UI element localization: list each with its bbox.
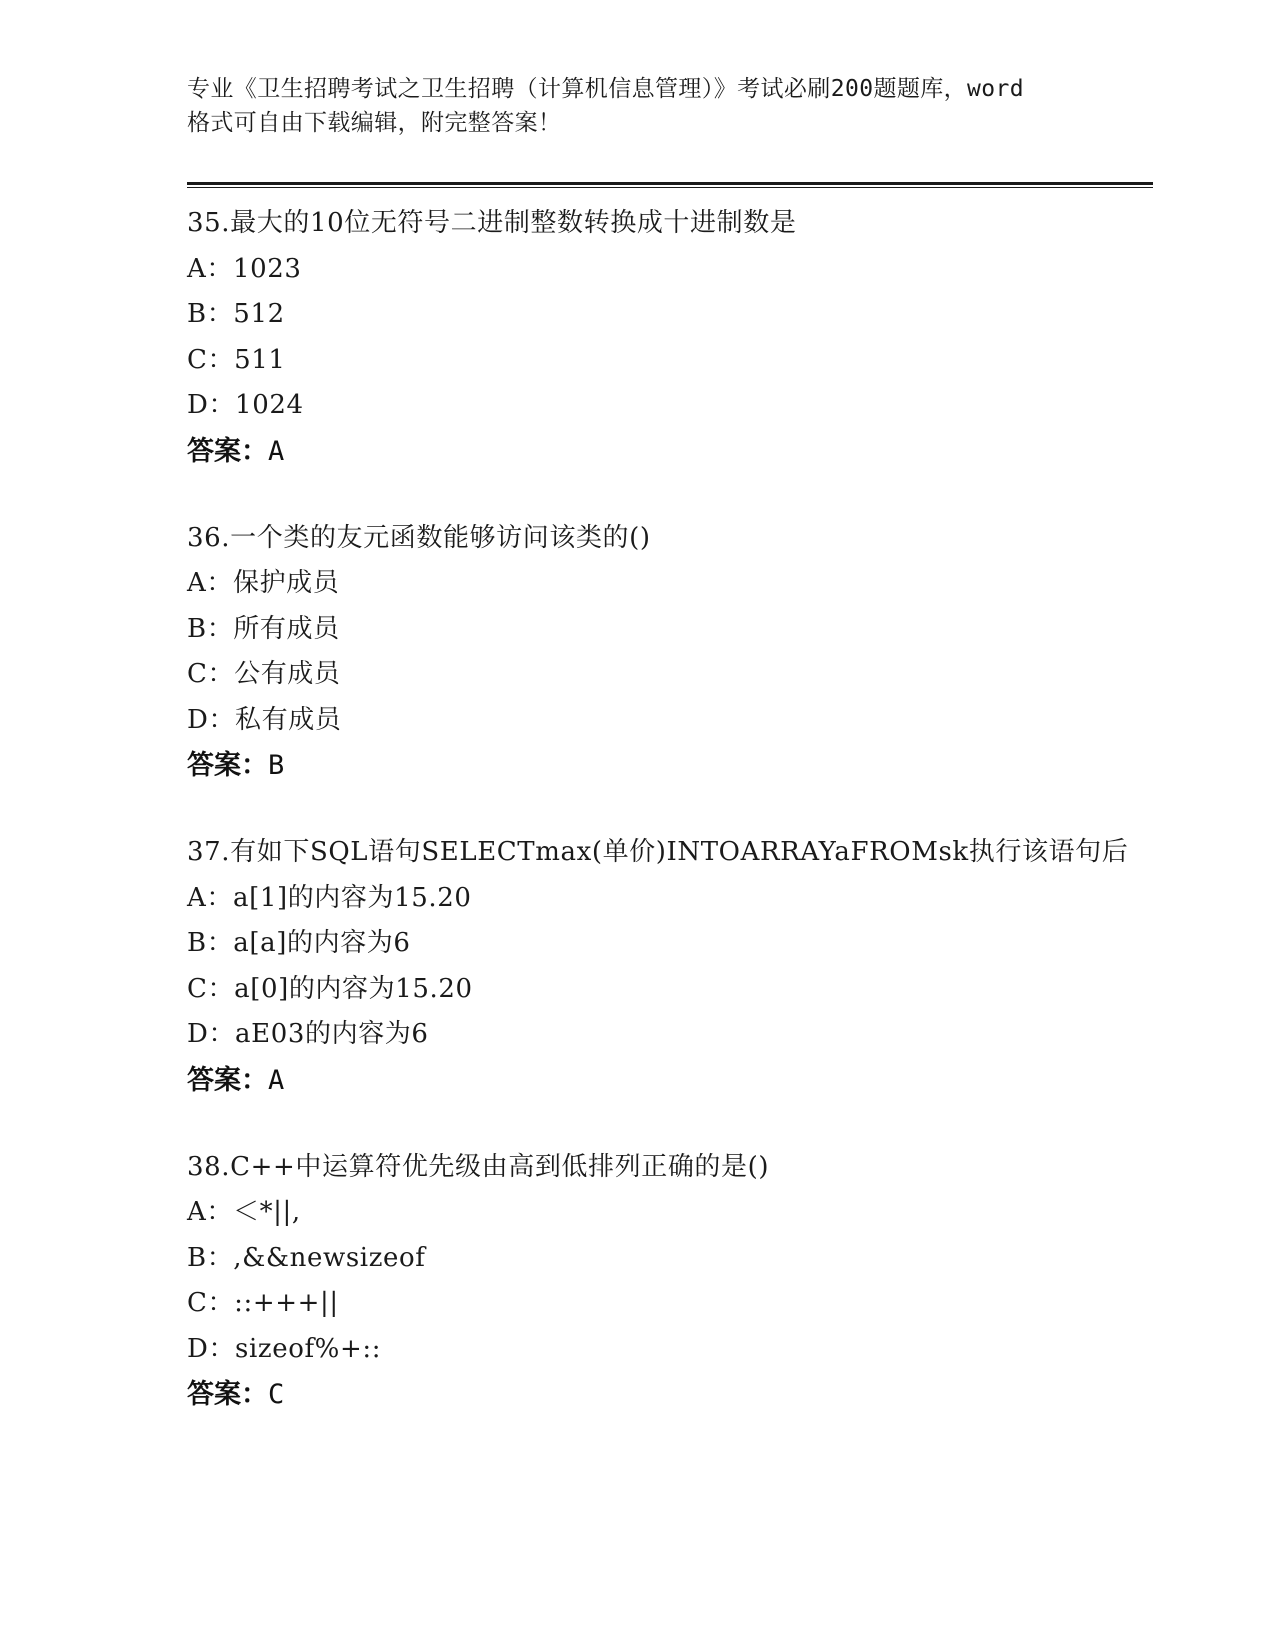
option-b: B：a[a]的内容为6 bbox=[187, 928, 411, 958]
option-c: C：511 bbox=[187, 344, 286, 375]
answer-label: 答案： bbox=[187, 1064, 268, 1096]
answer-value: A bbox=[268, 1064, 285, 1096]
option-b: B：,&&newsizeof bbox=[187, 1242, 426, 1273]
question-stem: 38.C++中运算符优先级由高到低排列正确的是() bbox=[187, 1151, 770, 1182]
document-header bbox=[187, 72, 1153, 140]
question-stem: 37.有如下SQL语句SELECTmax(单价)INTOARRAYaFROMsk执行该语句后 bbox=[187, 837, 1129, 867]
option-d: D：sizeof%+:: bbox=[187, 1333, 382, 1364]
header-divider-thin bbox=[187, 187, 1153, 188]
option-b: B：512 bbox=[187, 299, 285, 329]
question-36 bbox=[187, 516, 1153, 789]
option-c: C：a[0]的内容为15.20 bbox=[187, 973, 473, 1004]
answer-value: C bbox=[268, 1379, 285, 1410]
option-d: D：私有成员 bbox=[187, 704, 342, 735]
answer-value: A bbox=[268, 435, 285, 467]
option-d: D：aE03的内容为6 bbox=[187, 1019, 429, 1049]
header-line-2: 格式可自由下载编辑，附完整答案！ bbox=[187, 110, 562, 136]
option-b: B：所有成员 bbox=[187, 613, 340, 644]
question-35 bbox=[187, 201, 1153, 474]
option-a: A：1023 bbox=[187, 253, 302, 284]
header-divider bbox=[187, 182, 1153, 189]
question-stem: 36.一个类的友元函数能够访问该类的() bbox=[187, 522, 651, 553]
header-line-1: 专业《卫生招聘考试之卫生招聘（计算机信息管理）》考试必刷200题题库，word bbox=[187, 76, 1025, 102]
option-a: A：保护成员 bbox=[187, 568, 340, 598]
answer-label: 答案： bbox=[187, 1379, 268, 1410]
answer-label: 答案： bbox=[187, 750, 268, 781]
option-c: C：::+++|| bbox=[187, 1288, 339, 1318]
answer-line bbox=[187, 429, 1153, 474]
answer-line bbox=[187, 1058, 1153, 1103]
answer-line bbox=[187, 743, 1153, 788]
option-c: C：公有成员 bbox=[187, 659, 341, 689]
option-d: D：1024 bbox=[187, 390, 304, 420]
answer-line bbox=[187, 1372, 1153, 1417]
question-38 bbox=[187, 1145, 1153, 1418]
question-stem: 35.最大的10位无符号二进制整数转换成十进制数是 bbox=[187, 208, 797, 238]
header-divider-thick bbox=[187, 182, 1153, 185]
document-page bbox=[187, 72, 1153, 1459]
answer-value: B bbox=[268, 750, 285, 781]
option-a: A：＜*||, bbox=[187, 1197, 301, 1227]
answer-label: 答案： bbox=[187, 435, 268, 467]
question-37 bbox=[187, 830, 1153, 1103]
option-a: A：a[1]的内容为15.20 bbox=[187, 882, 472, 913]
